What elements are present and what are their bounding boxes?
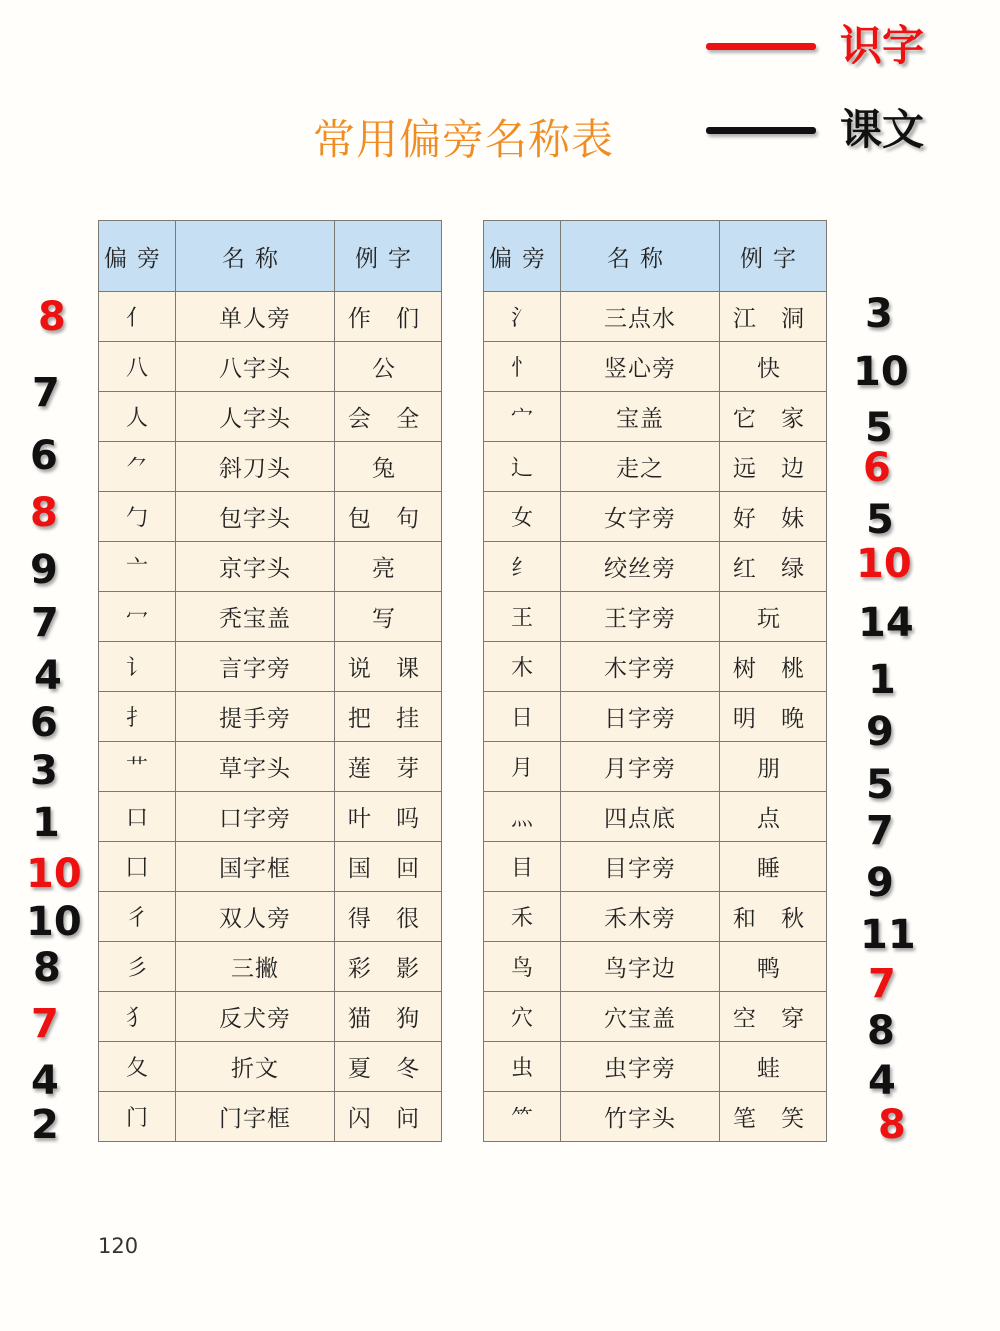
- ex-cell: 莲 芽: [335, 742, 442, 792]
- ex-cell: 江 洞: [720, 292, 827, 342]
- table-row: [484, 692, 827, 742]
- name-cell: 竹字头: [561, 1092, 720, 1142]
- name-cell: 斜刀头: [176, 442, 335, 492]
- annotation-number: 10: [26, 851, 82, 897]
- name-cell: 王字旁: [561, 592, 720, 642]
- table-row: [484, 292, 827, 342]
- radical-cell: 禾: [484, 892, 561, 942]
- ex-cell: 和 秋: [720, 892, 827, 942]
- name-cell: 女字旁: [561, 492, 720, 542]
- page-title: 常用偏旁名称表: [313, 115, 615, 164]
- name-cell: 三撇: [176, 942, 335, 992]
- table-row: [99, 742, 442, 792]
- name-cell: 宝盖: [561, 392, 720, 442]
- name-cell: 木字旁: [561, 642, 720, 692]
- radical-cell: 亻: [99, 292, 176, 342]
- annotation-number: 7: [31, 1001, 59, 1047]
- ex-cell: 会 全: [335, 392, 442, 442]
- table-row: [99, 1042, 442, 1092]
- annotation-number: 8: [33, 945, 61, 991]
- radical-cell: 纟: [484, 542, 561, 592]
- radical-cell: 夂: [99, 1042, 176, 1092]
- radical-cell: 门: [99, 1092, 176, 1142]
- ex-cell: 空 穿: [720, 992, 827, 1042]
- radical-cell: 亠: [99, 542, 176, 592]
- table-row: [484, 842, 827, 892]
- radical-cell: 彡: [99, 942, 176, 992]
- radical-cell: 彳: [99, 892, 176, 942]
- annotation-number: 2: [31, 1102, 59, 1148]
- radical-cell: 女: [484, 492, 561, 542]
- name-cell: 折文: [176, 1042, 335, 1092]
- ex-cell: 明 晚: [720, 692, 827, 742]
- ex-cell: 闪 问: [335, 1092, 442, 1142]
- radical-cell: 氵: [484, 292, 561, 342]
- radical-cell: 忄: [484, 342, 561, 392]
- annotation-number: 10: [26, 899, 82, 945]
- annotation-number: 4: [34, 653, 62, 699]
- radical-cell: 冖: [99, 592, 176, 642]
- ex-cell: 树 桃: [720, 642, 827, 692]
- ex-cell: 笔 笑: [720, 1092, 827, 1142]
- name-cell: 四点底: [561, 792, 720, 842]
- radical-cell: ⺮: [484, 1092, 561, 1142]
- name-cell: 国字框: [176, 842, 335, 892]
- name-cell: 三点水: [561, 292, 720, 342]
- table-row: [484, 892, 827, 942]
- table-row: [99, 642, 442, 692]
- radical-cell: 月: [484, 742, 561, 792]
- annotation-number: 9: [866, 709, 894, 755]
- annotation-number: 11: [860, 912, 916, 958]
- ex-cell: 把 挂: [335, 692, 442, 742]
- radical-cell: 讠: [99, 642, 176, 692]
- ex-cell: 玩: [720, 592, 827, 642]
- radical-cell: 扌: [99, 692, 176, 742]
- name-cell: 虫字旁: [561, 1042, 720, 1092]
- radical-cell: 犭: [99, 992, 176, 1042]
- header-example: 例字: [720, 221, 827, 292]
- ex-cell: 彩 影: [335, 942, 442, 992]
- table-row: [99, 792, 442, 842]
- page-number: 120: [98, 1234, 139, 1258]
- name-cell: 草字头: [176, 742, 335, 792]
- table-row: [484, 642, 827, 692]
- annotation-number: 5: [866, 497, 894, 543]
- annotation-number: 7: [868, 961, 896, 1007]
- annotation-number: 8: [878, 1102, 906, 1148]
- table-row: [484, 942, 827, 992]
- radical-cell: 艹: [99, 742, 176, 792]
- name-cell: 单人旁: [176, 292, 335, 342]
- annotation-number: 6: [30, 433, 58, 479]
- ex-cell: 兔: [335, 442, 442, 492]
- table-row: [99, 392, 442, 442]
- ex-cell: 点: [720, 792, 827, 842]
- ex-cell: 鸭: [720, 942, 827, 992]
- name-cell: 目字旁: [561, 842, 720, 892]
- table-row: [99, 992, 442, 1042]
- annotation-number: 7: [31, 600, 59, 646]
- header-radical: 偏旁: [99, 221, 176, 292]
- table-header-row: [99, 221, 442, 292]
- table-row: [484, 1042, 827, 1092]
- legend-label-literacy: 识字: [840, 21, 925, 70]
- annotation-number: 14: [858, 600, 914, 646]
- ex-cell: 远 边: [720, 442, 827, 492]
- annotation-number: 8: [38, 294, 66, 340]
- radical-cell: 穴: [484, 992, 561, 1042]
- legend-label-text: 课文: [840, 105, 925, 154]
- annotation-number: 6: [30, 700, 58, 746]
- annotation-number: 1: [32, 800, 60, 846]
- radical-cell: 辶: [484, 442, 561, 492]
- table-row: [99, 592, 442, 642]
- ex-cell: 猫 狗: [335, 992, 442, 1042]
- name-cell: 秃宝盖: [176, 592, 335, 642]
- ex-cell: 公: [335, 342, 442, 392]
- ex-cell: 包 句: [335, 492, 442, 542]
- ex-cell: 红 绿: [720, 542, 827, 592]
- radical-cell: 鸟: [484, 942, 561, 992]
- name-cell: 反犬旁: [176, 992, 335, 1042]
- radical-table-left: [98, 220, 442, 1142]
- radical-cell: ⺈: [99, 442, 176, 492]
- table-row: [99, 692, 442, 742]
- ex-cell: 睡: [720, 842, 827, 892]
- table-row: [484, 392, 827, 442]
- radical-cell: 王: [484, 592, 561, 642]
- ex-cell: 快: [720, 342, 827, 392]
- name-cell: 京字头: [176, 542, 335, 592]
- table-row: [484, 992, 827, 1042]
- annotation-number: 9: [866, 860, 894, 906]
- ex-cell: 得 很: [335, 892, 442, 942]
- annotation-number: 7: [32, 370, 60, 416]
- radical-cell: 口: [99, 792, 176, 842]
- legend-item-literacy: [700, 16, 960, 76]
- radical-table-right: [483, 220, 827, 1142]
- annotation-number: 10: [853, 349, 909, 395]
- name-cell: 月字旁: [561, 742, 720, 792]
- table-row: [484, 742, 827, 792]
- table-row: [99, 942, 442, 992]
- radical-cell: 虫: [484, 1042, 561, 1092]
- annotation-number: 4: [31, 1058, 59, 1104]
- black-legend-line: [706, 127, 816, 134]
- name-cell: 包字头: [176, 492, 335, 542]
- annotation-number: 1: [868, 657, 896, 703]
- ex-cell: 它 家: [720, 392, 827, 442]
- radical-cell: 人: [99, 392, 176, 442]
- radical-cell: 宀: [484, 392, 561, 442]
- ex-cell: 说 课: [335, 642, 442, 692]
- header-name: 名称: [176, 221, 335, 292]
- name-cell: 言字旁: [176, 642, 335, 692]
- annotation-number: 5: [865, 405, 893, 451]
- table-row: [484, 442, 827, 492]
- legend-item-text: [700, 100, 960, 160]
- name-cell: 双人旁: [176, 892, 335, 942]
- annotation-number: 5: [866, 762, 894, 808]
- annotation-number: 4: [868, 1058, 896, 1104]
- ex-cell: 夏 冬: [335, 1042, 442, 1092]
- annotation-number: 10: [856, 541, 912, 587]
- annotation-number: 3: [865, 291, 893, 337]
- header-name: 名称: [561, 221, 720, 292]
- radical-cell: 灬: [484, 792, 561, 842]
- name-cell: 禾木旁: [561, 892, 720, 942]
- annotation-number: 7: [866, 808, 894, 854]
- header-radical: 偏旁: [484, 221, 561, 292]
- annotation-number: 3: [30, 748, 58, 794]
- annotation-number: 9: [30, 547, 58, 593]
- name-cell: 穴宝盖: [561, 992, 720, 1042]
- header-example: 例字: [335, 221, 442, 292]
- table-row: [484, 492, 827, 542]
- name-cell: 日字旁: [561, 692, 720, 742]
- radical-cell: 囗: [99, 842, 176, 892]
- name-cell: 口字旁: [176, 792, 335, 842]
- ex-cell: 蛙: [720, 1042, 827, 1092]
- name-cell: 走之: [561, 442, 720, 492]
- name-cell: 鸟字边: [561, 942, 720, 992]
- table-row: [99, 842, 442, 892]
- radical-cell: 勹: [99, 492, 176, 542]
- annotation-number: 8: [30, 490, 58, 536]
- table-row: [99, 892, 442, 942]
- table-header-row: [484, 221, 827, 292]
- radical-cell: 八: [99, 342, 176, 392]
- annotation-number: 8: [867, 1008, 895, 1054]
- ex-cell: 朋: [720, 742, 827, 792]
- table-row: [99, 492, 442, 542]
- ex-cell: 作 们: [335, 292, 442, 342]
- table-row: [99, 1092, 442, 1142]
- annotation-number: 6: [863, 445, 891, 491]
- table-row: [484, 592, 827, 642]
- name-cell: 竖心旁: [561, 342, 720, 392]
- table-row: [99, 542, 442, 592]
- table-row: [484, 1092, 827, 1142]
- name-cell: 绞丝旁: [561, 542, 720, 592]
- table-row: [99, 342, 442, 392]
- table-row: [484, 792, 827, 842]
- radical-cell: 日: [484, 692, 561, 742]
- table-row: [484, 342, 827, 392]
- ex-cell: 叶 吗: [335, 792, 442, 842]
- name-cell: 八字头: [176, 342, 335, 392]
- ex-cell: 好 妹: [720, 492, 827, 542]
- table-row: [99, 292, 442, 342]
- radical-cell: 目: [484, 842, 561, 892]
- name-cell: 人字头: [176, 392, 335, 442]
- red-legend-line: [706, 43, 816, 50]
- name-cell: 门字框: [176, 1092, 335, 1142]
- table-row: [484, 542, 827, 592]
- table-row: [99, 442, 442, 492]
- name-cell: 提手旁: [176, 692, 335, 742]
- radical-cell: 木: [484, 642, 561, 692]
- ex-cell: 亮: [335, 542, 442, 592]
- ex-cell: 写: [335, 592, 442, 642]
- ex-cell: 国 回: [335, 842, 442, 892]
